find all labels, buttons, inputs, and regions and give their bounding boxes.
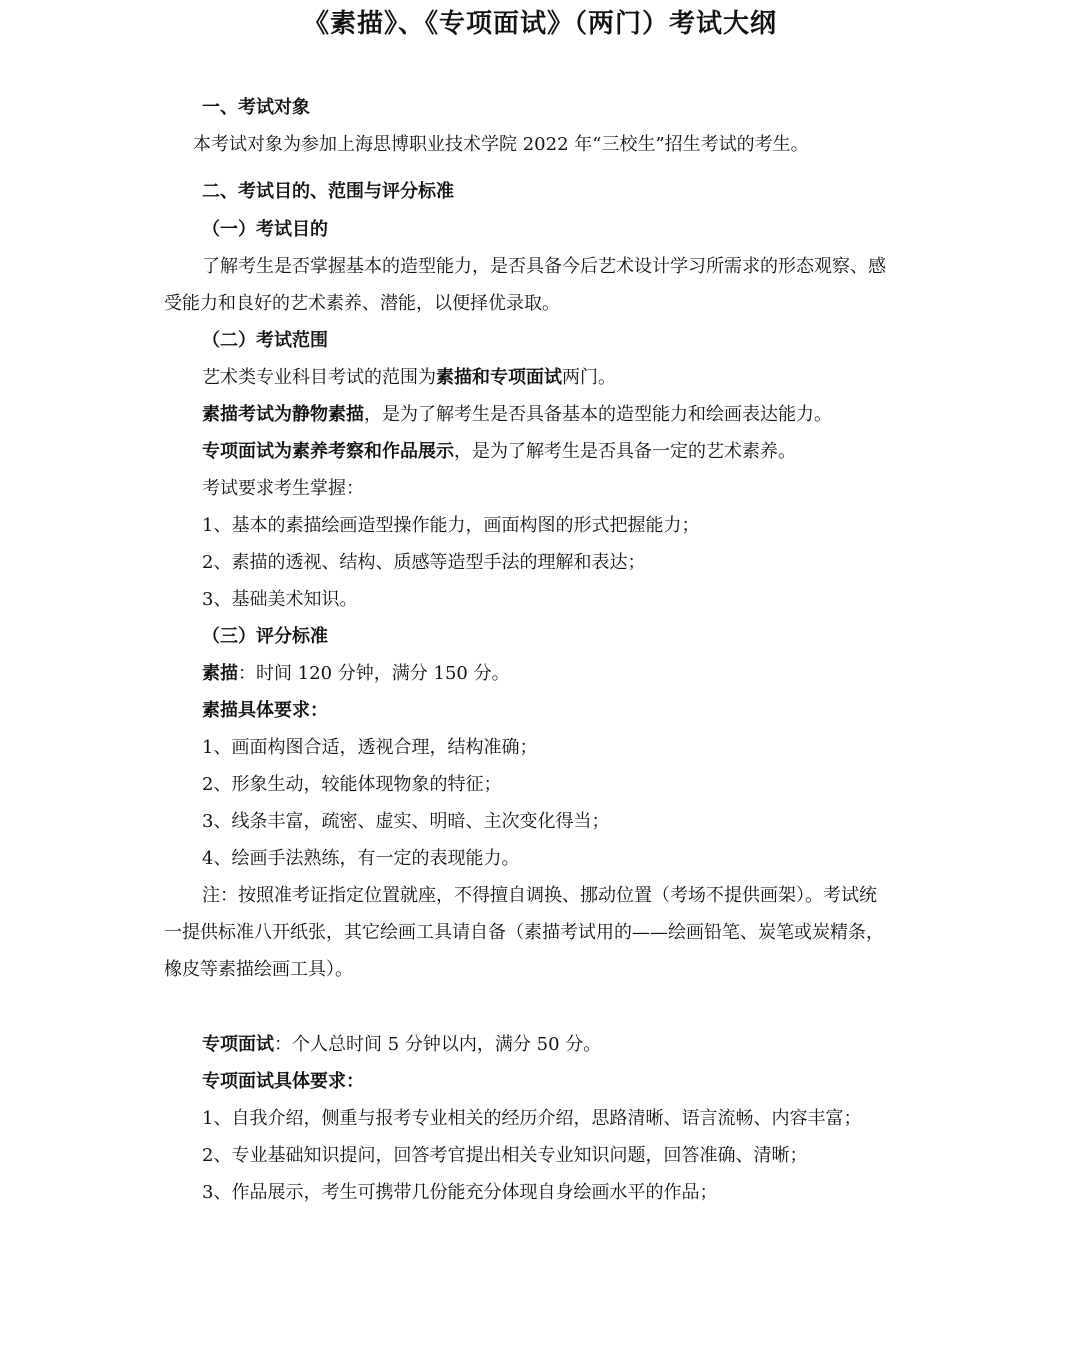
scope-p3-text: ，是为了解考生是否具备一定的艺术素养。 — [454, 441, 796, 462]
scope-p1-emphasis: 素描和专项面试 — [436, 367, 562, 388]
scope-p2-emphasis: 素描考试为静物素描 — [202, 404, 364, 425]
list-item: 4、绘画手法熟练，有一定的表现能力。 — [202, 848, 520, 869]
sketch-label: 素描 — [202, 663, 238, 684]
sketch-time-line — [202, 660, 510, 688]
grading-heading: （三）评分标准 — [202, 626, 328, 647]
scope-p3-emphasis: 专项面试为素养考察和作品展示 — [202, 441, 454, 462]
scope-paragraph-3 — [202, 438, 796, 466]
list-item: 3、作品展示，考生可携带几份能充分体现自身绘画水平的作品； — [202, 1182, 718, 1203]
section-1-heading: 一、考试对象 — [202, 97, 310, 118]
section-1-text: 本考试对象为参加上海思博职业技术学院 2022 年“三校生”招生考试的考生。 — [193, 134, 809, 155]
list-item: 2、形象生动，较能体现物象的特征； — [202, 774, 502, 795]
note-line-2: 一提供标准八开纸张，其它绘画工具请自备（素描考试用的——绘画铅笔、炭笔或炭精条， — [164, 922, 884, 943]
scope-p2-text: ，是为了解考生是否具备基本的造型能力和绘画表达能力。 — [364, 404, 832, 425]
note-line-3: 橡皮等素描绘画工具）。 — [164, 959, 353, 980]
list-item: 1、画面构图合适，透视合理，结构准确； — [202, 737, 538, 758]
interview-requirements-heading: 专项面试具体要求： — [202, 1071, 364, 1092]
purpose-line-2: 受能力和良好的艺术素养、潜能，以便择优录取。 — [164, 293, 560, 314]
note-line-1: 注：按照准考证指定位置就座，不得擅自调换、挪动位置（考场不提供画架）。考试统 — [202, 885, 877, 906]
list-item: 2、素描的透视、结构、质感等造型手法的理解和表达； — [202, 552, 646, 573]
purpose-heading: （一）考试目的 — [202, 219, 328, 240]
sketch-requirements-heading: 素描具体要求： — [202, 700, 328, 721]
list-item: 1、基本的素描绘画造型操作能力，画面构图的形式把握能力； — [202, 515, 700, 536]
page-title: 《素描》、《专项面试》（两门）考试大纲 — [302, 9, 777, 39]
purpose-line-1: 了解考生是否掌握基本的造型能力，是否具备今后艺术设计学习所需求的形态观察、感 — [202, 256, 886, 277]
interview-time-text: ：个人总时间 5 分钟以内，满分 50 分。 — [274, 1034, 602, 1055]
list-item: 3、基础美术知识。 — [202, 589, 358, 610]
scope-paragraph-4: 考试要求考生掌握： — [202, 478, 364, 499]
list-item: 1、自我介绍，侧重与报考专业相关的经历介绍，思路清晰、语言流畅、内容丰富； — [202, 1108, 862, 1129]
interview-label: 专项面试 — [202, 1034, 274, 1055]
scope-p1-text-a: 艺术类专业科目考试的范围为 — [202, 367, 436, 388]
scope-paragraph-2 — [202, 401, 832, 429]
scope-heading: （二）考试范围 — [202, 330, 328, 351]
interview-time-line — [202, 1031, 601, 1059]
section-2-heading: 二、考试目的、范围与评分标准 — [202, 181, 454, 202]
list-item: 2、专业基础知识提问，回答考官提出相关专业知识问题，回答准确、清晰； — [202, 1145, 808, 1166]
scope-p1-text-c: 两门。 — [562, 367, 616, 388]
scope-paragraph-1 — [202, 364, 616, 392]
sketch-time-text: ：时间 120 分钟，满分 150 分。 — [238, 663, 510, 684]
list-item: 3、线条丰富，疏密、虚实、明暗、主次变化得当； — [202, 811, 610, 832]
